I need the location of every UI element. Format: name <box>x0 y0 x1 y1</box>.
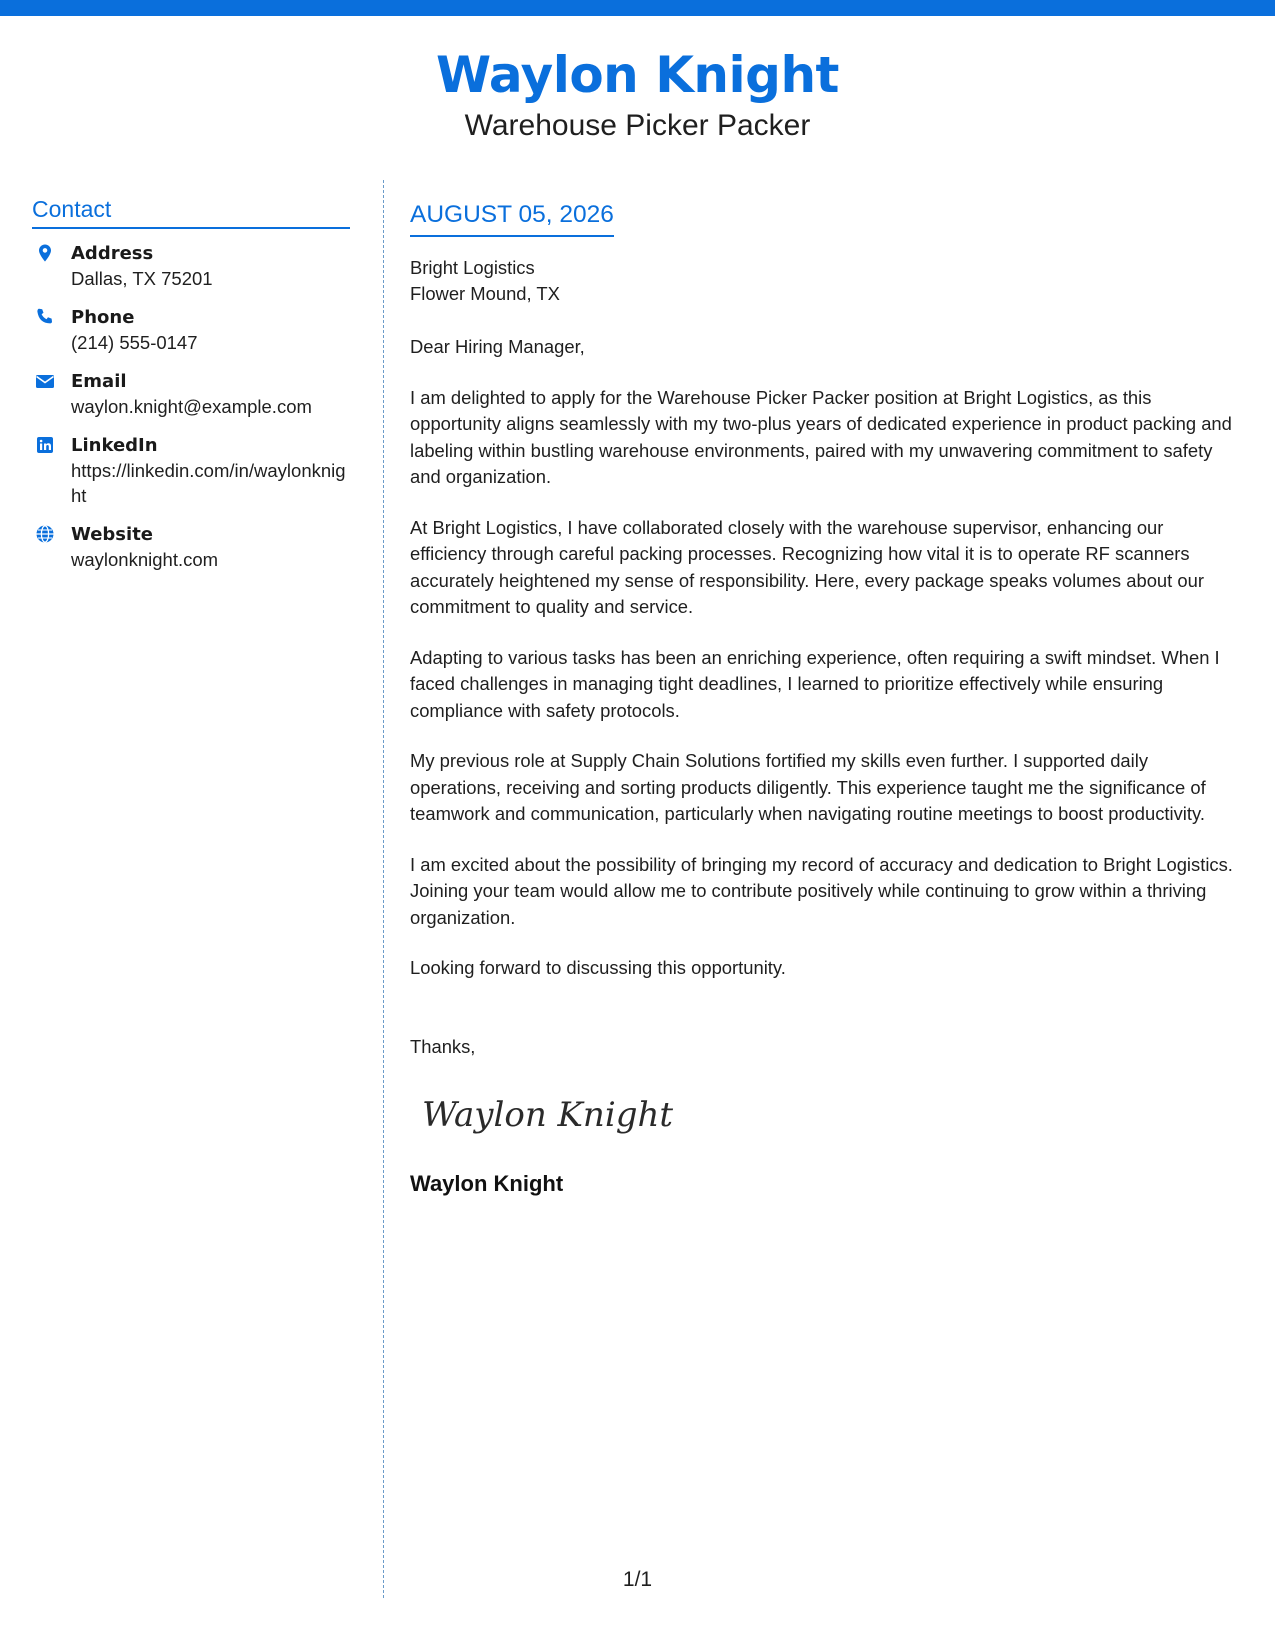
paragraph-5: I am excited about the possibility of bringing my record of accuracy and dedication to Bright Logistics. Joining your team would allow me to contribute positively while continuing to grow within a thriving organization. <box>410 853 1233 928</box>
email-label: Email <box>71 371 127 392</box>
top-accent-bar <box>0 0 1275 16</box>
linkedin-icon <box>35 435 55 455</box>
paragraph-4: My previous role at Supply Chain Solutions fortified my skills even further. I supported daily operations, receiving and sorting products diligently. This experience taught me the significance of teamwork and communication, particularly when navigating routine meetings to boost productivity. <box>410 750 1206 824</box>
contact-item-email <box>32 369 352 419</box>
paragraph-1: I am delighted to apply for the Warehouse Picker Packer position at Bright Logistics, as this opportunity aligns seamlessly with my two-plus years of dedicated experience in product packing and labeling within bustling warehouse environments, paired with my unwavering commitment to safety and organization. <box>410 386 1232 487</box>
contact-heading: Contact <box>32 194 350 229</box>
handwritten-signature <box>418 1080 718 1150</box>
linkedin-value[interactable]: https://linkedin.com/in/waylonknight <box>71 460 346 506</box>
applicant-title: Warehouse Picker Packer <box>464 109 811 142</box>
letter-header <box>0 40 1275 144</box>
salutation: Dear Hiring Manager, <box>410 336 585 357</box>
linkedin-label: LinkedIn <box>71 435 158 456</box>
contact-list <box>32 241 352 572</box>
phone-icon <box>35 307 55 327</box>
contact-item-website <box>32 522 352 572</box>
paragraph-6: Looking forward to discussing this opportunity. <box>410 957 786 978</box>
email-value[interactable]: waylon.knight@example.com <box>71 396 312 417</box>
map-pin-icon <box>35 243 55 263</box>
globe-icon <box>35 524 55 544</box>
recipient-block <box>410 255 1240 307</box>
page-number: 1/1 <box>622 1568 653 1591</box>
paragraph-3: Adapting to various tasks has been an enriching experience, often requiring a swift mindset. When I faced challenges in managing tight deadlines, I learned to prioritize effectively while ensuring compliance with safety protocols. <box>410 646 1220 721</box>
recipient-company: Bright Logistics <box>410 257 535 278</box>
website-label: Website <box>71 524 154 545</box>
address-value: Dallas, TX 75201 <box>71 268 213 289</box>
phone-label: Phone <box>71 307 135 328</box>
contact-item-phone <box>32 305 352 355</box>
letter-body <box>410 200 1240 1198</box>
envelope-icon <box>35 371 55 391</box>
signature-text: Waylon Knight <box>422 1095 674 1135</box>
website-value[interactable]: waylonknight.com <box>71 549 219 570</box>
applicant-name: Waylon Knight <box>436 46 839 104</box>
closing: Thanks, <box>410 1035 476 1057</box>
address-label: Address <box>71 243 154 264</box>
recipient-location: Flower Mound, TX <box>410 283 560 304</box>
contact-item-address <box>32 241 352 291</box>
contact-item-linkedin <box>32 433 352 508</box>
contact-sidebar <box>32 194 352 586</box>
signer-name: Waylon Knight <box>410 1170 564 1196</box>
letter-date: AUGUST 05, 2026 <box>410 200 614 237</box>
phone-value: (214) 555-0147 <box>71 332 198 353</box>
paragraph-2: At Bright Logistics, I have collaborated closely with the warehouse supervisor, enhancing our efficiency through careful packing processes. Recognizing how vital it is to operate RF scanners accurately heightened my sense of responsibility. Here, every package speaks volumes about our commitment to quality and service. <box>410 516 1204 617</box>
column-divider <box>383 180 384 1598</box>
